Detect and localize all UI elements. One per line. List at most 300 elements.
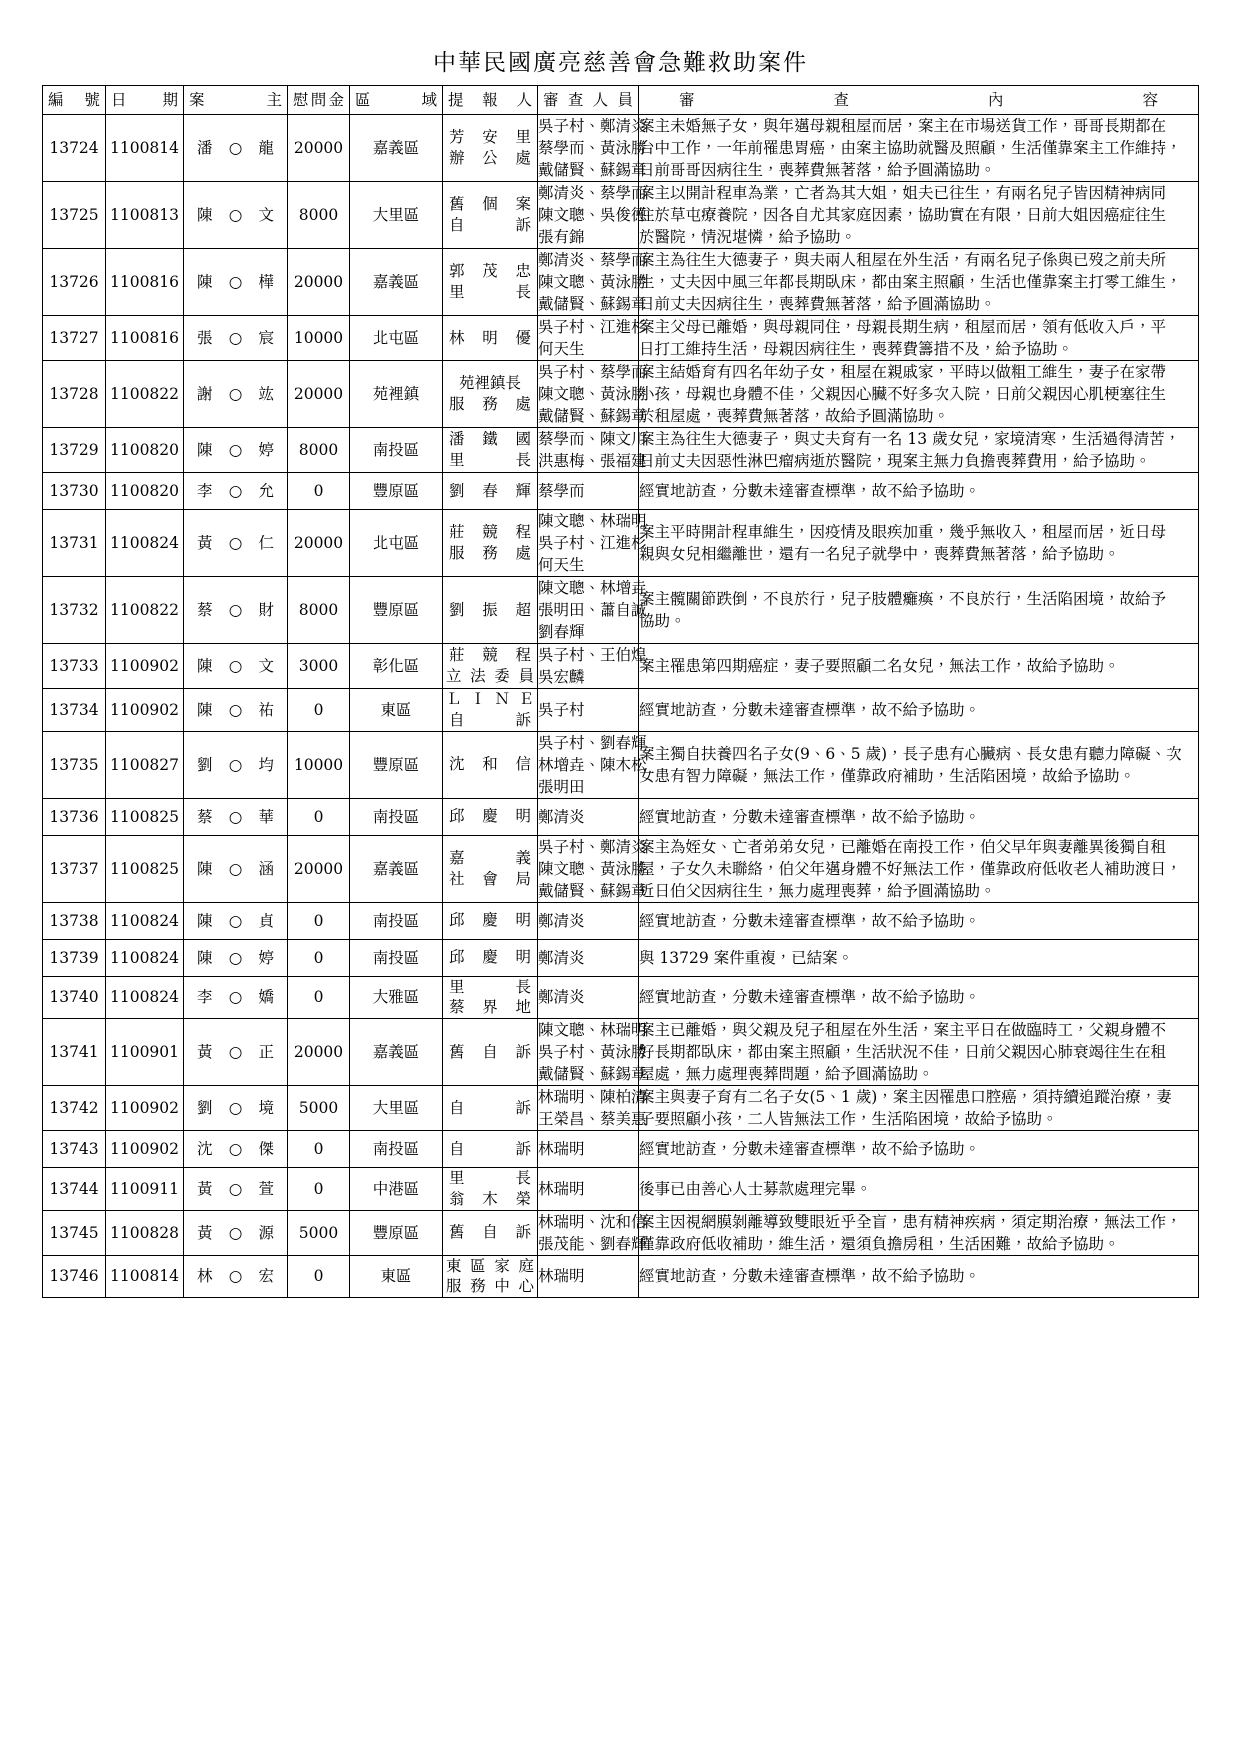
cell-reviewer: [538, 510, 647, 577]
review-content-line: 屋，子女久未聯絡，伯父年邁身體不好無法工作，僅靠政府低收老人補助渡日，: [639, 859, 1182, 878]
cell-review-content: [639, 115, 1199, 182]
cell-owner-name: [184, 798, 288, 835]
cell-reporter: [443, 1019, 538, 1086]
cell-case-id: 13731: [43, 510, 106, 577]
cell-date: 1100822: [106, 361, 184, 428]
review-content-line: 僅靠政府低收補助，維生活，還須負擔房租，生活困難，故給予協助。: [639, 1234, 1120, 1253]
reporter-line: 自 訴: [449, 1098, 531, 1117]
table-header: [43, 86, 1199, 115]
cell-reporter: [443, 1131, 538, 1168]
cell-owner-name: [184, 1210, 288, 1255]
cell-reporter: [443, 1086, 538, 1131]
column-header-reporter: [443, 86, 538, 115]
table-row: [43, 1168, 1199, 1211]
column-header-area: [350, 86, 443, 115]
cell-review-content: [639, 644, 1199, 689]
cell-date: 1100828: [106, 1210, 184, 1255]
cell-area: 大里區: [350, 1086, 443, 1131]
table-row: [43, 939, 1199, 976]
cell-owner-name: [184, 976, 288, 1019]
review-content-line: 經實地訪查，分數未達審查標準，故不給予協助。: [639, 700, 981, 719]
owner-name-part: ○: [228, 139, 243, 157]
cell-area: 大雅區: [350, 976, 443, 1019]
reporter-line: 舊 自 訴: [449, 1223, 531, 1242]
reporter-line: 舊 自 訴: [449, 1042, 531, 1061]
reviewer-line: 鄭清炎: [538, 911, 585, 930]
owner-name-part: ○: [228, 755, 243, 774]
reporter-line: 里 長: [449, 977, 531, 996]
reviewer-line: 戴儲賢、蘇錫章: [538, 881, 647, 900]
reporter-line: 劉 振 超: [449, 600, 531, 619]
cell-reviewer: [538, 577, 647, 644]
reporter-line: 沈 和 信: [449, 755, 531, 774]
owner-name-part: 蔡: [197, 601, 213, 619]
reviewer-line: 戴儲賢、蘇錫章: [538, 1065, 647, 1084]
owner-name-part: ○: [228, 859, 243, 878]
cell-date: 1100827: [106, 731, 184, 798]
cell-case-id: 13739: [43, 939, 106, 976]
review-content-line: 於醫院，情況堪憐，給予協助。: [639, 228, 857, 246]
cell-amount: 20000: [288, 1019, 350, 1086]
review-content-line: 案主結婚育有四名年幼子女，租屋在親戚家，平時以做粗工維生，妻子在家帶: [639, 363, 1167, 381]
cell-reporter: [443, 902, 538, 939]
cell-review-content: [639, 1168, 1199, 1211]
reporter-line: 里 長: [449, 283, 531, 301]
reporter-line: 自 訴: [449, 216, 531, 234]
cell-area: 東區: [350, 689, 443, 732]
owner-name-part: 萱: [258, 1179, 274, 1198]
cell-reporter: [443, 361, 538, 428]
cell-review-content: [639, 731, 1199, 798]
cell-case-id: 13746: [43, 1255, 106, 1298]
owner-name-parts: [184, 204, 287, 226]
owner-name-part: 黃: [197, 1179, 213, 1198]
cell-amount: 8000: [288, 577, 350, 644]
cell-owner-name: [184, 473, 288, 510]
cell-date: 1100824: [106, 510, 184, 577]
cell-review-content: [639, 182, 1199, 249]
cell-review-content: [639, 689, 1199, 732]
owner-name-part: 林: [197, 1267, 213, 1286]
cell-case-id: 13744: [43, 1168, 106, 1211]
review-content-line: 案主為往生大德妻子，與丈夫育有一名 13 歲女兒，家境清寒，生活過得清苦，: [639, 430, 1181, 448]
reviewer-line: 吳子村、江進杉: [538, 534, 647, 552]
table-row: [43, 473, 1199, 510]
cell-amount: 20000: [288, 835, 350, 902]
cell-amount: 8000: [288, 428, 350, 473]
cell-case-id: 13734: [43, 689, 106, 732]
cell-amount: 20000: [288, 249, 350, 316]
cell-amount: 0: [288, 1168, 350, 1211]
cell-reporter: [443, 510, 538, 577]
review-content-line: 好長期都臥床，都由案主照顧，生活狀況不佳，日前父親因心肺衰竭往生在租: [639, 1043, 1167, 1062]
owner-name-parts: [184, 699, 287, 721]
owner-name-parts: [184, 858, 287, 880]
table-body: [43, 115, 1199, 1298]
reviewer-line: 林瑞明: [538, 1140, 585, 1159]
cell-case-id: 13728: [43, 361, 106, 428]
reporter-line: 服 務 處: [449, 544, 531, 562]
reviewer-line: 林增垚、陳木松: [538, 755, 647, 774]
cell-reporter: [443, 316, 538, 361]
reporter-line: 邱 慶 明: [449, 948, 531, 967]
owner-name-part: ○: [228, 1267, 243, 1286]
table-row: [43, 1210, 1199, 1255]
owner-name-part: ○: [228, 601, 243, 619]
reporter-line: 立 法 委 員: [446, 667, 534, 685]
review-content-line: 案主未婚無子女，與年邁母親租屋而居，案主在市場送貨工作，哥哥長期都在: [639, 117, 1167, 135]
review-content-line: 屋處，無力處理喪葬問題，給予圓滿協助。: [639, 1065, 934, 1084]
cell-amount: 20000: [288, 361, 350, 428]
cell-reviewer: [538, 1255, 639, 1298]
owner-name-part: 謝: [197, 385, 213, 403]
owner-name-parts: [184, 986, 287, 1008]
review-content-line: 案主平時開計程車維生，因疫情及眼疾加重，幾乎無收入，租屋而居，近日母: [639, 523, 1167, 541]
owner-name-parts: [184, 599, 287, 621]
cell-area: 豐原區: [350, 731, 443, 798]
reviewer-line: 蔡學而、黃泳勝: [538, 139, 647, 157]
owner-name-part: 源: [258, 1223, 274, 1242]
cell-area: 中港區: [350, 1168, 443, 1211]
cell-date: 1100814: [106, 115, 184, 182]
reviewer-line: 劉春輝: [538, 623, 585, 641]
review-content-line: 近日伯父因病往生，無力處理喪葬，給予圓滿協助。: [639, 881, 996, 900]
column-header-owner: [184, 86, 288, 115]
owner-name-parts: [184, 947, 287, 969]
cell-date: 1100902: [106, 1086, 184, 1131]
cell-review-content: [639, 939, 1199, 976]
cell-area: 苑裡鎮: [350, 361, 443, 428]
cell-case-id: 13732: [43, 577, 106, 644]
reviewer-line: 陳文聰、吳俊德: [538, 206, 647, 224]
review-content-line: 日前哥哥因病往生，喪葬費無著落，給予圓滿協助。: [639, 161, 996, 179]
cell-reviewer: [538, 361, 647, 428]
owner-name-parts: [184, 806, 287, 828]
cell-owner-name: [184, 316, 288, 361]
column-header-reviewer-label: 審查人員: [543, 91, 633, 109]
review-content-line: 日前丈夫因病往生，喪葬費無著落，給予圓滿協助。: [639, 295, 996, 313]
review-content-line: 案主獨自扶養四名子女(9、6、5 歲)，長子患有心臟病、長女患有聽力障礙、次: [639, 744, 1182, 763]
column-header-amount: [288, 86, 350, 115]
reporter-line: 蔡 界 地: [449, 998, 531, 1017]
cell-amount: 0: [288, 902, 350, 939]
review-content-line: 經實地訪查，分數未達審查標準，故不給予協助。: [639, 1267, 981, 1286]
review-content-line: 日前丈夫因惡性淋巴瘤病逝於醫院，現案主無力負擔喪葬費用，給予協助。: [639, 452, 1151, 470]
reporter-line: 莊 競 程: [449, 523, 531, 542]
owner-name-parts: [184, 480, 287, 502]
cell-review-content: [639, 1255, 1199, 1298]
cell-area: 嘉義區: [350, 115, 443, 182]
owner-name-part: 財: [258, 601, 274, 619]
page-title: 中華民國廣亮慈善會急難救助案件: [433, 50, 808, 76]
owner-name-parts: [184, 1222, 287, 1244]
owner-name-parts: [184, 754, 287, 776]
reporter-line: 社 會 局: [449, 869, 531, 888]
reporter-line: 里 長: [449, 1169, 531, 1188]
cell-area: 嘉義區: [350, 835, 443, 902]
owner-name-parts: [184, 1138, 287, 1160]
cell-owner-name: [184, 1168, 288, 1211]
cell-date: 1100902: [106, 689, 184, 732]
header-row: [43, 86, 1199, 115]
cell-reviewer: [538, 976, 639, 1019]
reporter-line: 服 務 處: [449, 395, 531, 413]
cell-owner-name: [184, 1019, 288, 1086]
reviewer-line: 吳子村、江進杉: [538, 318, 647, 336]
cell-reporter: [443, 798, 538, 835]
cell-owner-name: [184, 1086, 288, 1131]
owner-name-part: 陳: [197, 206, 213, 224]
cell-case-id: 13745: [43, 1210, 106, 1255]
reviewer-line: 張明田: [538, 777, 585, 796]
reviewer-line: 陳文聰、黃泳勝: [538, 385, 647, 403]
cell-amount: 0: [288, 976, 350, 1019]
owner-name-part: 貞: [258, 911, 274, 930]
owner-name-parts: [184, 655, 287, 677]
owner-name-part: 祐: [258, 700, 274, 719]
reviewer-line: 吳子村、王伯煌: [538, 646, 647, 664]
cell-area: 豐原區: [350, 473, 443, 510]
table-row: [43, 976, 1199, 1019]
cell-reviewer: [538, 1086, 647, 1131]
cell-amount: 0: [288, 473, 350, 510]
review-content-line: 案主髖關節跌倒，不良於行，兒子肢體癱瘓，不良於行，生活陷困境，故給予: [639, 590, 1167, 608]
reporter-line: 自 訴: [449, 710, 531, 729]
column-header-reporter-label: 提報人: [448, 91, 532, 109]
case-table: [42, 85, 1199, 1298]
review-content-line: 案主父母已離婚，與母親同住，母親長期生病，租屋而居，領有低收入戶，平: [639, 318, 1167, 336]
reviewer-line: 戴儲賢、蘇錫章: [538, 407, 647, 425]
review-content-line: 女患有智力障礙，無法工作，僅靠政府補助，生活陷困境，故給予協助。: [639, 766, 1136, 785]
reporter-line: 潘 鐵 國: [449, 430, 531, 449]
table-row: [43, 1255, 1199, 1298]
cell-reviewer: [538, 428, 647, 473]
owner-name-part: ○: [228, 273, 243, 291]
owner-name-part: 蔡: [197, 807, 213, 826]
cell-review-content: [639, 1019, 1199, 1086]
cell-reporter: [443, 644, 538, 689]
cell-date: 1100814: [106, 1255, 184, 1298]
review-content-line: 住於草屯療養院，因各自尤其家庭因素，協助實在有限，日前大姐因癌症往生: [639, 206, 1167, 224]
reviewer-line: 林瑞明: [538, 1179, 585, 1198]
column-header-id: [43, 86, 106, 115]
cell-reviewer: [538, 1019, 647, 1086]
reporter-line: 邱 慶 明: [449, 911, 531, 930]
owner-name-parts: [184, 1178, 287, 1200]
cell-case-id: 13741: [43, 1019, 106, 1086]
cell-review-content: [639, 249, 1199, 316]
cell-area: 南投區: [350, 902, 443, 939]
owner-name-part: 李: [197, 482, 213, 500]
owner-name-parts: [184, 271, 287, 293]
owner-name-part: 陳: [197, 700, 213, 719]
owner-name-part: 涵: [258, 859, 274, 878]
cell-date: 1100902: [106, 644, 184, 689]
reporter-line: 嘉 義: [449, 848, 531, 867]
cell-reviewer: [538, 902, 639, 939]
cell-area: 嘉義區: [350, 249, 443, 316]
reviewer-line: 吳宏麟: [538, 668, 585, 686]
owner-name-part: 傑: [258, 1140, 274, 1159]
reviewer-line: 吳子村: [538, 700, 585, 719]
cell-case-id: 13727: [43, 316, 106, 361]
cell-review-content: [639, 510, 1199, 577]
cell-reviewer: [538, 1131, 639, 1168]
cell-reporter: [443, 182, 538, 249]
owner-name-part: ○: [228, 1043, 243, 1062]
reviewer-line: 吳子村、蔡學而: [538, 363, 647, 381]
cell-owner-name: [184, 361, 288, 428]
reviewer-line: 鄭清炎: [538, 988, 585, 1007]
cell-review-content: [639, 428, 1199, 473]
owner-name-part: 黃: [197, 534, 213, 552]
cell-area: 南投區: [350, 798, 443, 835]
owner-name-part: 正: [258, 1043, 274, 1062]
owner-name-parts: [184, 910, 287, 932]
cell-owner-name: [184, 689, 288, 732]
cell-review-content: [639, 1131, 1199, 1168]
owner-name-part: ○: [228, 329, 243, 347]
table-row: [43, 731, 1199, 798]
cell-date: 1100822: [106, 577, 184, 644]
cell-owner-name: [184, 731, 288, 798]
owner-name-part: 婷: [258, 441, 274, 459]
owner-name-part: ○: [228, 441, 243, 459]
owner-name-part: 仁: [258, 534, 274, 552]
owner-name-part: 陳: [197, 657, 213, 675]
reporter-line: 邱 慶 明: [449, 807, 531, 826]
cell-amount: 0: [288, 1131, 350, 1168]
cell-date: 1100825: [106, 835, 184, 902]
owner-name-part: 李: [197, 988, 213, 1007]
cell-review-content: [639, 835, 1199, 902]
reviewer-line: 張茂能、劉春輝: [538, 1234, 647, 1253]
cell-owner-name: [184, 1255, 288, 1298]
cell-case-id: 13738: [43, 902, 106, 939]
cell-reviewer: [538, 731, 647, 798]
table-row: [43, 1086, 1199, 1131]
owner-name-part: ○: [228, 700, 243, 719]
owner-name-part: ○: [228, 1140, 243, 1159]
cell-reporter: [443, 1168, 538, 1211]
owner-name-parts: [184, 1265, 287, 1287]
cell-case-id: 13725: [43, 182, 106, 249]
cell-amount: 0: [288, 939, 350, 976]
owner-name-part: 陳: [197, 948, 213, 967]
review-content-line: 經實地訪查，分數未達審查標準，故不給予協助。: [639, 807, 981, 826]
owner-name-part: 陳: [197, 911, 213, 930]
cell-reporter: [443, 939, 538, 976]
cell-amount: 8000: [288, 182, 350, 249]
cell-review-content: [639, 361, 1199, 428]
owner-name-part: 宸: [258, 329, 274, 347]
cell-date: 1100825: [106, 798, 184, 835]
owner-name-parts: [184, 327, 287, 349]
reporter-line: 莊 競 程: [449, 646, 531, 665]
table-row: [43, 316, 1199, 361]
owner-name-parts: [184, 1041, 287, 1063]
cell-reporter: [443, 473, 538, 510]
cell-reporter: [443, 577, 538, 644]
review-content-line: 經實地訪查，分數未達審查標準，故不給予協助。: [639, 1140, 981, 1159]
reviewer-line: 陳文聰、黃泳勝: [538, 273, 647, 291]
reviewer-line: 林瑞明、沈和信: [538, 1212, 647, 1231]
table-row: [43, 182, 1199, 249]
column-header-amount-label: 慰問金: [293, 91, 344, 109]
cell-review-content: [639, 1086, 1199, 1131]
column-header-content: [639, 86, 1199, 115]
review-content-line: 案主因視網膜剝離導致雙眼近乎全盲，患有精神疾病，須定期治療，無法工作，: [639, 1212, 1182, 1231]
cell-reporter: [443, 1255, 538, 1298]
owner-name-part: 婷: [258, 948, 274, 967]
cell-amount: 5000: [288, 1086, 350, 1131]
cell-reviewer: [538, 473, 639, 510]
owner-name-part: ○: [228, 948, 243, 967]
cell-case-id: 13724: [43, 115, 106, 182]
reviewer-line: 張明田、蕭自誠: [538, 601, 647, 619]
table-row: [43, 249, 1199, 316]
table-row: [43, 835, 1199, 902]
table-row: [43, 510, 1199, 577]
reviewer-line: 洪惠梅、張福建: [538, 452, 647, 470]
cell-review-content: [639, 473, 1199, 510]
column-header-date: [106, 86, 184, 115]
review-content-line: 後事已由善心人士募款處理完畢。: [639, 1179, 872, 1198]
cell-reviewer: [538, 689, 639, 732]
cell-reviewer: [538, 182, 647, 249]
cell-review-content: [639, 316, 1199, 361]
cell-reporter: [443, 1210, 538, 1255]
cell-review-content: [639, 1210, 1199, 1255]
reviewer-line: 何天生: [538, 556, 585, 574]
cell-reviewer: [538, 115, 647, 182]
reviewer-line: 陳文聰、黃泳勝: [538, 859, 647, 878]
table-row: [43, 644, 1199, 689]
review-content-line: 日打工維持生活，母親因病往生，喪葬費籌措不及，給予協助。: [639, 340, 1074, 358]
cell-date: 1100911: [106, 1168, 184, 1211]
review-content-line: 與 13729 案件重複，已結案。: [639, 948, 854, 967]
column-header-date-label: 日期: [111, 91, 178, 109]
owner-name-part: 允: [258, 482, 274, 500]
table-row: [43, 115, 1199, 182]
reviewer-line: 吳子村、鄭清炎: [538, 837, 647, 856]
owner-name-part: ○: [228, 534, 243, 552]
owner-name-part: 陳: [197, 859, 213, 878]
column-header-reviewer: [538, 86, 639, 115]
review-content-line: 經實地訪查，分數未達審查標準，故不給予協助。: [639, 911, 981, 930]
owner-name-part: ○: [228, 1099, 243, 1118]
review-content-line: 經實地訪查，分數未達審查標準，故不給予協助。: [639, 988, 981, 1007]
cell-date: 1100824: [106, 976, 184, 1019]
reviewer-line: 林瑞明: [538, 1267, 585, 1286]
owner-name-part: ○: [228, 988, 243, 1007]
owner-name-part: 境: [258, 1099, 274, 1118]
reporter-line: 翁 木 榮: [449, 1189, 531, 1208]
cell-reviewer: [538, 798, 639, 835]
reviewer-line: 蔡學而: [538, 482, 585, 500]
reporter-line: 服 務 中 心: [446, 1277, 534, 1296]
cell-area: 南投區: [350, 1131, 443, 1168]
column-header-owner-label: 案主: [189, 91, 282, 109]
cell-area: 大里區: [350, 182, 443, 249]
cell-owner-name: [184, 644, 288, 689]
cell-reviewer: [538, 249, 647, 316]
cell-owner-name: [184, 249, 288, 316]
cell-review-content: [639, 976, 1199, 1019]
owner-name-part: 黃: [197, 1043, 213, 1062]
reporter-line: 劉 春 輝: [449, 481, 531, 500]
owner-name-part: 沈: [197, 1140, 213, 1159]
